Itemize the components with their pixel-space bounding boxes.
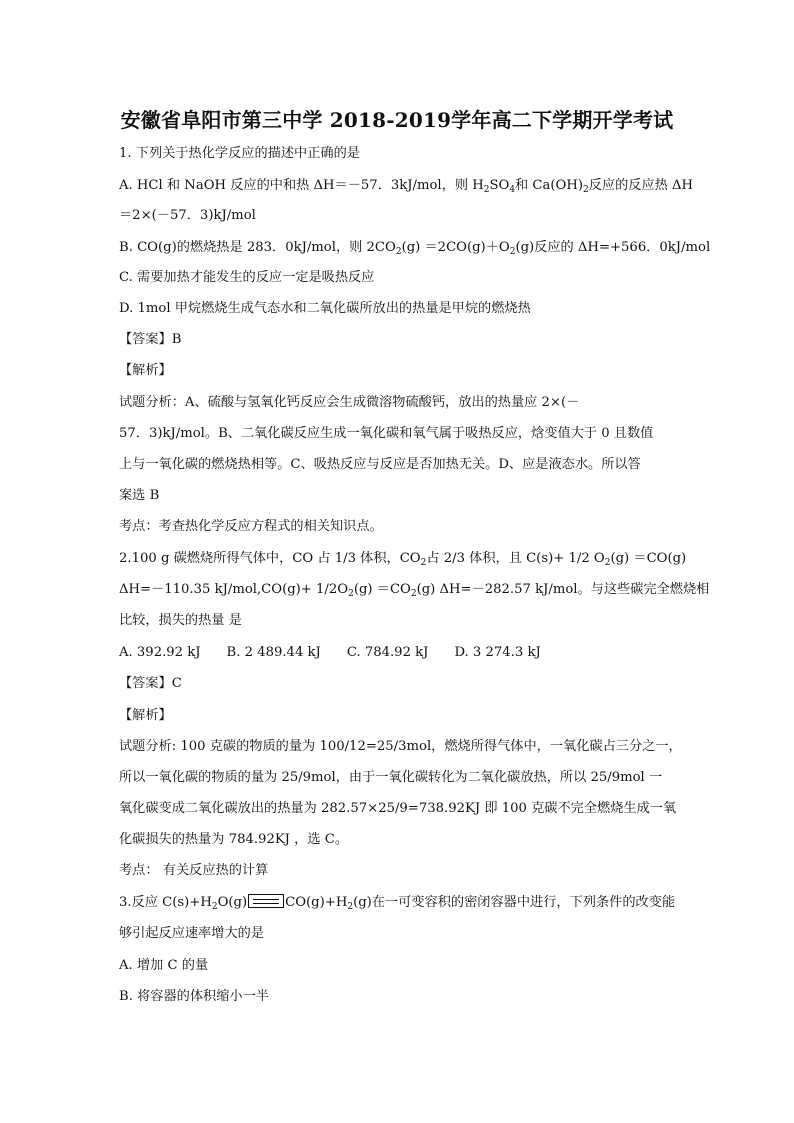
q2-analysis-line: 所以一氧化碳的物质的量为 25/9mol，由于一氧化碳转化为二氧化碳放热，所以 25/9mol 一 — [119, 770, 663, 785]
q1-option-b: B. CO(g)的燃烧热是 283．0kJ/mol，则 $2CO_2(g) =2CO(g)+O_2(g)$反应的 ΔH=+566．0kJ/mol — [119, 240, 711, 257]
q1-point: 考点：考查热化学反应方程式的相关知识点。 — [119, 519, 383, 534]
q1-option-c: C. 需要加热才能发生的反应一定是吸热反应 — [119, 270, 375, 285]
q3-option-a: A. 增加 C 的量 — [119, 958, 209, 973]
q1-analysis-line: 案选 B — [119, 488, 160, 503]
q1-option-a-cont: ＝2×(－57．3)kJ/mol — [119, 208, 256, 223]
equilibrium-arrow-icon — [248, 894, 284, 908]
q2-option-c: C. 784.92 kJ — [346, 645, 429, 660]
q1-analysis-line: 57．3)kJ/mol。B、二氧化碳反应生成一氧化碳和氧气属于吸热反应，焓变值大于 0 且数值 — [119, 426, 654, 441]
q1-analysis-line: 试题分析：A、硫酸与氢氧化钙反应会生成微溶物硫酸钙，放出的热量应 2×(－ — [119, 395, 580, 410]
q2-analysis-line: 试题分析: 100 克碳的物质的量为 100/12=25/3mol，燃烧所得气体中，一氧化碳占三分之一， — [119, 739, 682, 754]
q2-option-a: A. 392.92 kJ — [119, 645, 201, 660]
q1-analysis-line: 上与一氧化碳的燃烧热相等。C、吸热反应与反应是否加热无关。D、应是液态水。所以答 — [119, 457, 641, 472]
q1-stem: 1. 下列关于热化学反应的描述中正确的是 — [119, 146, 360, 161]
q1-option-a: A. HCl 和 NaOH 反应的中和热 ΔH＝－57．3kJ/mol，则 $H_2SO_4$和 $Ca(OH)_2$反应的反应热 ΔH — [119, 178, 694, 195]
q2-answer: 【答案】C — [119, 676, 182, 691]
q2-point: 考点： 有关反应热的计算 — [119, 863, 269, 878]
q3-option-b: B. 将容器的体积缩小一半 — [119, 989, 269, 1004]
q2-stem-line: 2.100 g 碳燃烧所得气体中，CO 占 1/3 体积，$CO_2$占 2/3 体积，且 C(s)+ 1/2 $O_2(g) =CO(g)$ — [119, 551, 687, 568]
q2-analysis-head: 【解析】 — [119, 708, 172, 723]
q2-option-d: D. 3 274.3 kJ — [454, 645, 541, 660]
q1-analysis-head: 【解析】 — [119, 363, 172, 378]
q2-options — [119, 643, 567, 663]
q1-answer: 【答案】B — [119, 332, 182, 347]
q2-analysis-line: 化碳损失的热量为 784.92KJ ，选 C。 — [119, 832, 349, 847]
page-title: 安徽省阜阳市第三中学 2018-2019学年高二下学期开学考试 — [120, 108, 674, 132]
q2-analysis-line: 氧化碳变成二氧化碳放出的热量为 282.57×25/9=738.92KJ 即 100 克碳不完全燃烧生成一氧 — [119, 801, 677, 816]
q1-option-d: D. 1mol 甲烷燃烧生成气态水和二氧化碳所放出的热量是甲烷的燃烧热 — [119, 301, 531, 316]
q2-stem-line: ΔH=－110.35 $kJ/mol,CO(g)+ 1/2O_2(g) =CO_2(g)$ ΔH=－282.57 kJ/mol。与这些碳完全燃烧相 — [119, 582, 710, 599]
q3-stem-line: 够引起反应速率增大的是 — [119, 926, 265, 941]
q2-stem-line: 比较，损失的热量 是 — [119, 613, 242, 628]
q2-option-b: B. 2 489.44 kJ — [226, 645, 321, 660]
q3-stem-line: 3.反应 $C(s)+H_2O(g)$ $CO(g)+H_2(g)$在一可变容积的密闭容器中进行，下列条件的改变能 — [119, 895, 676, 912]
